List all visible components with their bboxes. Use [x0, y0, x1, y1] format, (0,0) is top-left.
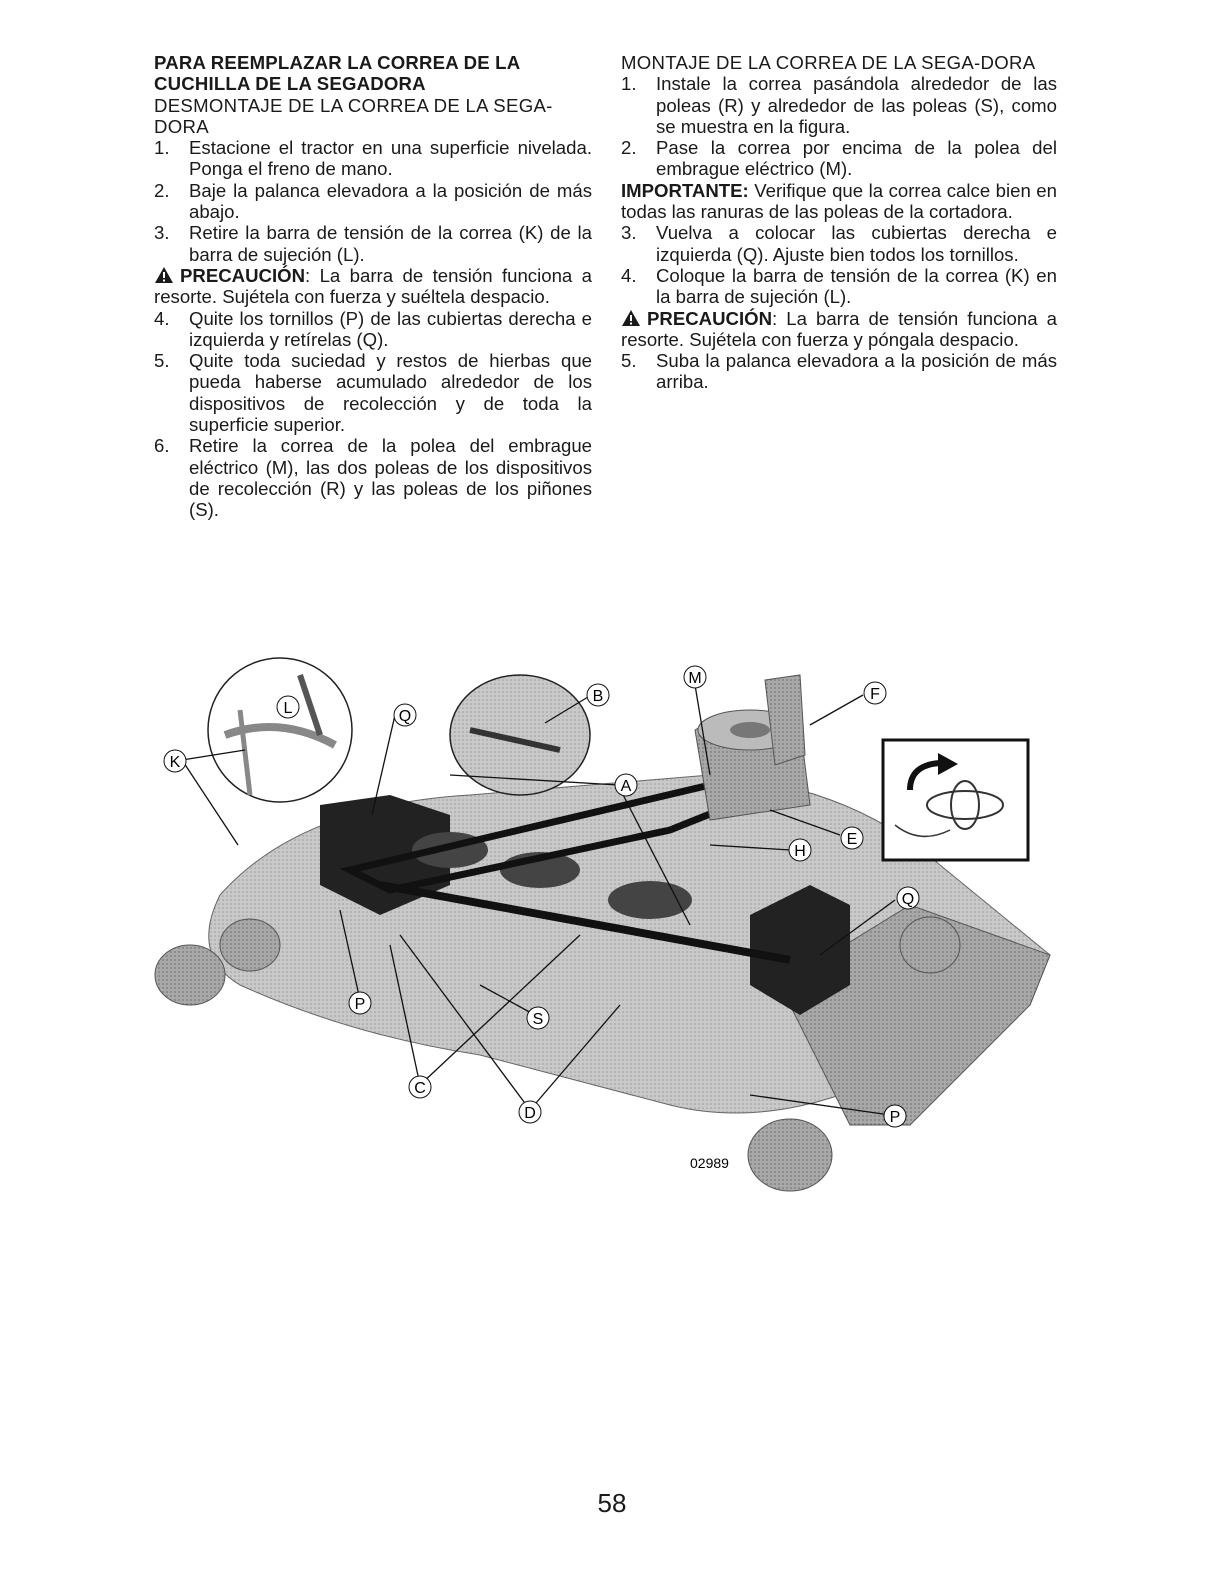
list-item	[621, 222, 1057, 265]
caution-text: : La barra de tensión funciona a resorte. Sujétela con fuerza y suéltela despacio.	[154, 264, 592, 308]
callout-h	[789, 839, 811, 861]
detail-inset-tension-bar	[208, 658, 352, 802]
callout-q	[394, 704, 416, 726]
list-item	[621, 73, 1057, 137]
svg-text:C: C	[414, 1080, 426, 1097]
install-steps	[621, 73, 1057, 179]
pulley-shape	[608, 881, 692, 919]
svg-text:P: P	[889, 1109, 901, 1126]
step-number: 5.	[621, 350, 637, 372]
list-item	[621, 350, 1057, 393]
warning-icon	[154, 266, 174, 284]
callout-f	[864, 682, 886, 704]
removal-steps	[154, 137, 592, 265]
step-number: 2.	[621, 137, 637, 159]
important-text: Verifique que la correa calce bien en todas las ranuras de las poleas de la cortadora.	[621, 179, 1057, 223]
svg-text:K: K	[169, 754, 181, 771]
step-text: Vuelva a colocar las cubiertas derecha e izquierda (Q). Ajuste bien todos los tornillos.	[656, 222, 1057, 265]
detail-inset-b	[450, 675, 590, 795]
svg-text:Q: Q	[398, 708, 412, 725]
svg-text:M: M	[688, 670, 702, 687]
step-number: 3.	[621, 222, 637, 244]
step-text: Retire la barra de tensión de la correa (K) de la barra de sujeción (L).	[189, 222, 592, 265]
right-column	[621, 52, 1057, 393]
list-item	[154, 222, 592, 265]
step-number: 4.	[621, 264, 637, 286]
removal-subtitle: DESMONTAJE DE LA CORREA DE LA SEGA-DORA	[154, 94, 553, 137]
list-item	[621, 265, 1057, 308]
warning-icon	[621, 309, 641, 327]
step-text: Estacione el tractor en una superficie nivelada. Ponga el freno de mano.	[189, 137, 592, 180]
install-steps-end	[621, 350, 1057, 393]
step-number: 1.	[621, 73, 637, 95]
step-number: 1.	[154, 137, 170, 159]
step-number: 3.	[154, 222, 170, 244]
install-subtitle: MONTAJE DE LA CORREA DE LA SEGA-DORA	[621, 52, 1036, 73]
callout-p-left	[349, 992, 371, 1014]
svg-text:D: D	[524, 1105, 536, 1122]
callout-m	[684, 666, 706, 688]
step-text: Suba la palanca elevadora a la posición de más arriba.	[656, 350, 1057, 393]
caution-note	[621, 308, 1057, 351]
callout-e	[841, 827, 863, 849]
wheel-shape	[220, 919, 280, 971]
svg-text:F: F	[870, 686, 880, 703]
section-title-line2: CUCHILLA DE LA SEGADORA	[154, 73, 426, 95]
step-text: Baje la palanca elevadora a la posición de más abajo.	[189, 179, 592, 223]
step-text: Retire la correa de la polea del embrague eléctrico (M), las dos poleas de los dispositivos de recolección (R) y las poleas de los piñones (S).	[189, 435, 592, 521]
callout-p-right	[884, 1105, 906, 1127]
svg-text:B: B	[592, 688, 604, 705]
callout-d	[519, 1101, 541, 1123]
step-text: Instale la correa pasándola alrededor de las poleas (R) y alrededor de las poleas (S), como se muestra en la figura.	[656, 73, 1057, 137]
wheel-shape	[900, 917, 960, 973]
step-text: Coloque la barra de tensión de la correa (K) en la barra de sujeción (L).	[656, 264, 1057, 308]
caution-text: : La barra de tensión funciona a resorte. Sujétela con fuerza y póngala despacio.	[621, 307, 1057, 350]
removal-steps-cont	[154, 308, 592, 521]
step-number: 5.	[154, 350, 170, 372]
wheel-shape	[748, 1119, 832, 1191]
caution-note	[154, 265, 592, 308]
svg-text:E: E	[846, 831, 858, 848]
install-steps-cont	[621, 222, 1057, 307]
svg-text:P: P	[354, 996, 366, 1013]
list-item	[154, 137, 592, 180]
left-column	[154, 52, 592, 521]
mower-deck-illustration	[150, 655, 1060, 1215]
figure-code: 02989	[690, 1155, 729, 1171]
wheel-shape	[155, 945, 225, 1005]
svg-text:H: H	[794, 843, 806, 860]
callout-k	[164, 750, 186, 772]
callout-b	[587, 684, 609, 706]
callout-c	[409, 1076, 431, 1098]
step-text: Quite toda suciedad y restos de hierbas que pueda haberse acumulado alrededor de los dispositivos de recolección y de toda la superficie superior.	[189, 350, 592, 436]
callout-q-right	[897, 887, 919, 909]
svg-text:A: A	[620, 778, 632, 795]
step-text: Pase la correa por encima de la polea del embrague eléctrico (M).	[656, 137, 1057, 180]
rotation-inset	[883, 740, 1028, 860]
list-item	[154, 180, 592, 223]
important-label: IMPORTANTE:	[621, 179, 749, 201]
step-text: Quite los tornillos (P) de las cubiertas derecha e izquierda y retírelas (Q).	[189, 307, 592, 350]
list-item	[154, 435, 592, 520]
section-title-line1: PARA REEMPLAZAR LA CORREA DE LA	[154, 52, 521, 73]
caution-label: PRECAUCIÓN	[647, 307, 772, 329]
callout-s	[527, 1007, 549, 1029]
caution-label: PRECAUCIÓN	[180, 264, 305, 286]
step-number: 2.	[154, 179, 170, 201]
callout-a	[615, 774, 637, 796]
list-item	[154, 308, 592, 351]
page-number: 58	[597, 1488, 627, 1518]
list-item	[154, 350, 592, 435]
important-note	[621, 180, 1057, 223]
svg-text:S: S	[532, 1011, 544, 1028]
svg-text:Q: Q	[901, 891, 915, 908]
callout-l	[277, 696, 299, 718]
list-item	[621, 137, 1057, 180]
svg-text:L: L	[283, 700, 293, 717]
step-number: 4.	[154, 307, 170, 329]
step-number: 6.	[154, 435, 170, 457]
